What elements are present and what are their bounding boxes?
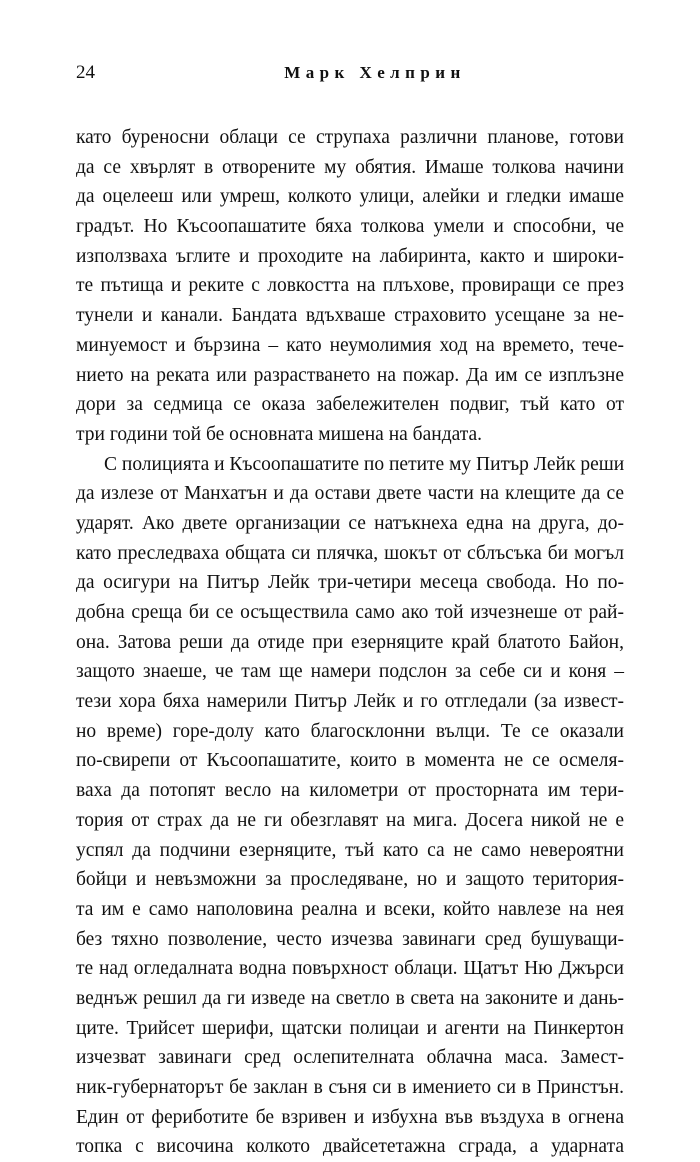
text-line: защото знаеше, че там ще намери подслон за себе си и коня – [76, 661, 624, 683]
text-line: минуемост и бързина – като неумолимия ход на времето, тече- [76, 334, 624, 356]
text-line: като преследваха общата си плячка, шокът от сблъсъка би могъл [76, 542, 624, 564]
text-line: она. Затова реши да отиде при езерняците край блатото Байон, [76, 631, 624, 653]
text-line: тория от страх да не ги обезглавят на мига. Досега никой не е [76, 809, 624, 831]
text-line: С полицията и Късоопашатите по петите му Питър Лейк реши [104, 453, 625, 475]
text-line: успял да подчини езерняците, тъй като са не само невероятни [76, 839, 624, 861]
text-line: ударят. Ако двете организации се натъкнеха една на друга, до- [76, 512, 624, 534]
text-line: тунели и канали. Бандата вдъхваше страховито усещане за не- [76, 305, 624, 327]
text-line: веднъж решил да ги изведе на светло в света на законите и дань- [76, 987, 624, 1009]
text-line: та им е само наполовина реална и всеки, който навлезе на нея [76, 898, 624, 920]
text-line: те пътища и реките с ловкостта на плъхове, провиращи се през [76, 275, 624, 297]
text-line: да излезе от Манхатън и да остави двете части на клещите да се [76, 483, 624, 505]
text-line: ците. Трийсет шерифи, щатски полицаи и агенти на Пинкертон [76, 1017, 624, 1039]
text-line: ваха да потопят весло на километри от просторната им тери- [76, 780, 624, 802]
text-line: използваха ъглите и проходите на лабиринта, както и широки- [76, 245, 624, 267]
text-line: те над огледалната водна повърхност облаци. Щатът Ню Джърси [76, 958, 624, 980]
text-line: изчезват завинаги сред ослепителната облачна маса. Замест- [76, 1047, 624, 1069]
text-line: три години той бе основната мишена на бандата. [76, 423, 483, 445]
text-line: градът. Но Късоопашатите бяха толкова умели и способни, че [76, 216, 624, 238]
text-line: без тяхно позволение, често изчезва завинаги сред бушуващи- [76, 928, 624, 950]
text-line: Един от фериботите бе взривен и избухна във въздуха в огнена [76, 1106, 624, 1128]
text-line: но време) горе-долу като благосклонни вълци. Те се оказали [76, 720, 624, 742]
text-line: тези хора бяха намерили Питър Лейк и го отгледали (за извест- [76, 691, 624, 713]
text-line: добна среща би се осъществила само ако той изчезнеше от рай- [76, 602, 624, 623]
text-line: като буреносни облаци се струпаха различни планове, готови [76, 127, 624, 148]
text-line: да оцелееш или умреш, колкото улици, алейки и гледки имаше [76, 186, 624, 208]
text-line: дори за седмица се оказа забележителен подвиг, тъй като от [76, 394, 624, 416]
text-line: топка с височина колкото двайсететажна сграда, а ударната [76, 1136, 624, 1158]
page-number: 24 [76, 62, 95, 83]
text-line: да осигури на Питър Лейк три-четири месеца свобода. Но по- [76, 572, 624, 594]
text-line: нието на реката или разрастването на пожар. Да им се изплъзне [76, 364, 624, 386]
body-text [76, 123, 624, 1162]
text-line: по-свирепи от Късоопашатите, които в момента не се осмеля- [76, 750, 624, 772]
running-head-author: Марк Хелприн [284, 63, 466, 82]
text-line: бойци и невъзможни за проследяване, но и защото територия- [76, 869, 624, 891]
text-line: ник-губернаторът бе заклан в съня си в имението си в Принстън. [76, 1077, 624, 1098]
text-line: да се хвърлят в отворените му обятия. Имаше толкова начини [76, 156, 624, 178]
